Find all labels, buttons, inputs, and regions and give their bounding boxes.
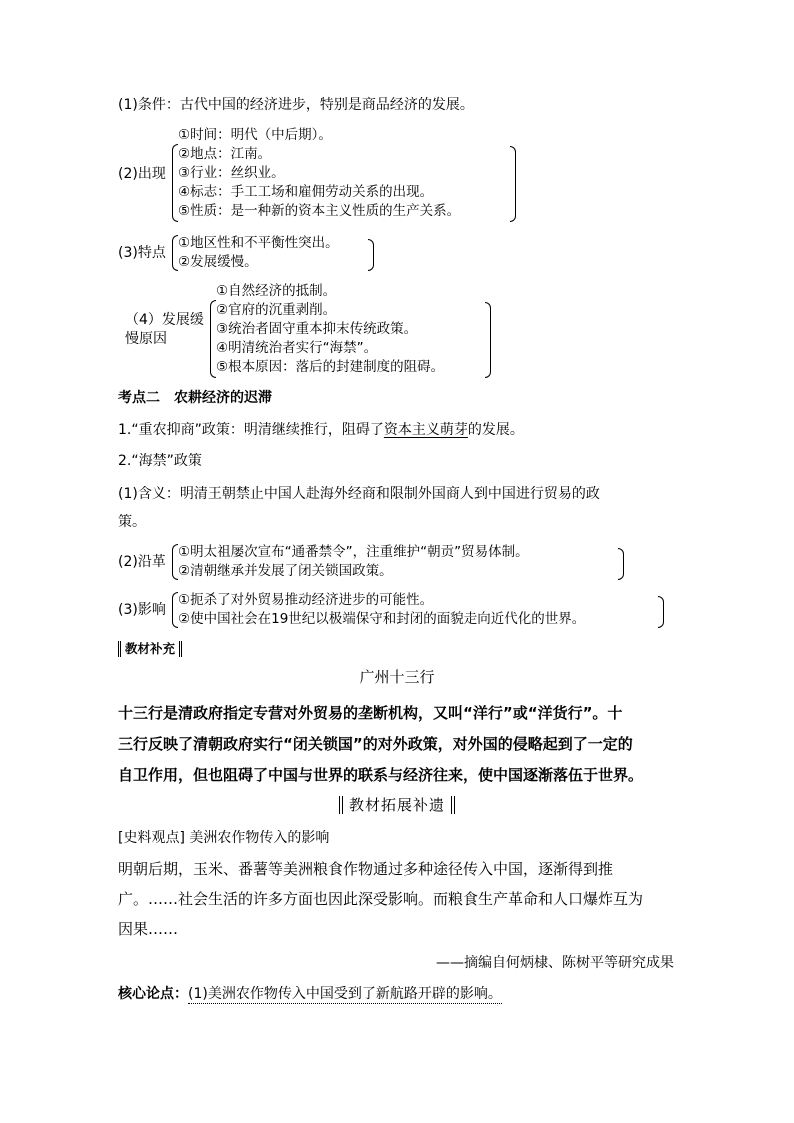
extension-head: [史料观点] 美洲农作物传入的影响 (118, 830, 330, 846)
evolution-label: (2)沿革 (118, 554, 166, 570)
core-label: 核心论点： (118, 986, 188, 1002)
right-brace (618, 548, 624, 580)
reason-item: ⑤根本原因：落后的封建制度的阻碍。 (216, 359, 445, 375)
appear-group (118, 124, 538, 224)
reason-item: ④明清统治者实行“海禁”。 (216, 340, 378, 356)
evolution-item: ②清朝继承并发展了闭关锁国政策。 (178, 563, 393, 579)
core-argument (118, 984, 502, 1004)
extension-tag-wrap (0, 795, 794, 815)
extension-line: 因果…… (118, 920, 179, 938)
condition-line: (1)条件：古代中国的经济进步，特别是商品经济的发展。 (118, 97, 474, 113)
underlined-term: 资本主义萌芽 (383, 422, 468, 438)
policy-line-2: 2.“海禁”政策 (118, 453, 202, 469)
reason-label: （4）发展缓 (125, 312, 204, 328)
policy-text: 的发展。 (467, 422, 524, 438)
extension-tag: 教材拓展补遗 (339, 796, 455, 814)
meaning-line: (1)含义：明清王朝禁止中国人赴海外经商和限制外国商人到中国进行贸易的政 (118, 486, 600, 502)
supplement-line: 十三行是清政府指定专营对外贸易的垄断机构，又叫“洋行”或“洋货行”。十 (118, 704, 623, 722)
reason-label: 慢原因 (125, 331, 167, 347)
right-brace (510, 146, 516, 222)
extension-source: ——摘编自何炳棣、陈树平等研究成果 (436, 955, 674, 971)
policy-text: 1.“重农抑商”政策：明清继续推行，阻碍了 (118, 422, 384, 438)
evolution-group (118, 542, 638, 582)
effect-label: (3)影响 (118, 602, 166, 618)
reason-item: ①自然经济的抵制。 (216, 283, 337, 299)
extension-line: 明朝后期，玉米、番薯等美洲粮食作物通过多种途径传入中国，逐渐得到推 (118, 860, 614, 878)
right-brace (368, 239, 374, 271)
effect-item: ②使中国社会在19世纪以极端保守和封闭的面貌走向近代化的世界。 (178, 611, 586, 627)
extension-line: 广。……社会生活的许多方面也因此深受影响。而粮食生产革命和人口爆炸互为 (118, 890, 644, 908)
appear-item: ③行业：丝织业。 (178, 165, 285, 181)
appear-item: ⑤性质：是一种新的资本主义性质的生产关系。 (178, 203, 461, 219)
feature-label: (3)特点 (118, 245, 166, 261)
appear-item: ②地点：江南。 (178, 146, 272, 162)
feature-item: ①地区性和不平衡性突出。 (178, 235, 339, 251)
appear-item: ④标志：手工工场和雇佣劳动关系的出现。 (178, 184, 434, 200)
reason-item: ②官府的沉重剥削。 (216, 302, 337, 318)
supplement-title: 广州十三行 (359, 668, 435, 686)
effect-item: ①扼杀了对外贸易推动经济进步的可能性。 (178, 592, 434, 608)
supplement-tag: 教材补充 (118, 641, 182, 657)
effect-group (118, 590, 678, 630)
section-title: 考点二 农耕经济的迟滞 (118, 390, 272, 406)
right-brace (485, 302, 491, 378)
core-text: (1)美洲农作物传入中国受到了新航路开辟的影响。 (188, 986, 502, 1002)
policy-line-1 (118, 420, 524, 440)
feature-item: ②发展缓慢。 (178, 254, 258, 270)
feature-group (118, 233, 388, 273)
reason-group (125, 280, 505, 380)
evolution-item: ①明太祖屡次宣布“通番禁令”，注重维护“朝贡”贸易体制。 (178, 544, 529, 560)
supplement-line: 自卫作用，但也阻碍了中国与世界的联系与经济往来，使中国逐渐落伍于世界。 (118, 766, 644, 784)
reason-item: ③统治者固守重本抑末传统政策。 (216, 321, 418, 337)
supplement-line: 三行反映了清朝政府实行“闭关锁国”的对外政策，对外国的侵略起到了一定的 (118, 735, 633, 753)
appear-label: (2)出现 (118, 166, 166, 182)
meaning-line-cont: 策。 (118, 514, 146, 530)
right-brace (658, 596, 664, 628)
appear-item: ①时间：明代（中后期）。 (178, 127, 332, 143)
